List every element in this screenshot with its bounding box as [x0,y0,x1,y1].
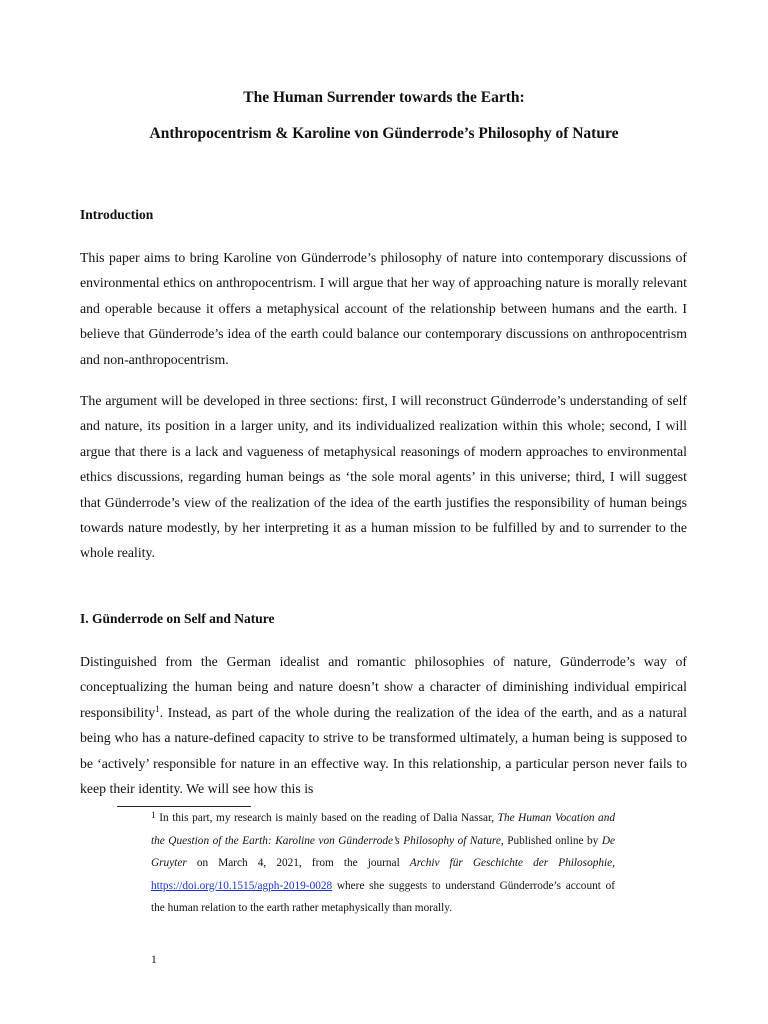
introduction-paragraph-1: This paper aims to bring Karoline von Günderrode’s philosophy of nature into contemporary discussions of environmental ethics on anthropocentrism. I will argue that her way of approaching nature is morally relevant and operable because it offers a metaphysical account of the relationship between humans and the earth. I believe that Günderrode’s idea of the earth could balance our contemporary discussions on anthropocentrism and non-anthropocentrism. [80,250,687,367]
footnote-reference[interactable]: 1 [155,703,160,714]
footnote-text-1: In this part, my research is mainly based on the reading of Dalia Nassar, [155,812,498,824]
footnote-publisher: De Gruyter [151,834,615,869]
section-1-heading: I. Günderrode on Self and Nature [80,611,275,626]
footnote-source-title: The Human Vocation and the Question of the Earth: Karoline von Günderrode’s Philosophy of Nature [151,812,615,847]
section-1-text-before-ref: Distinguished from the German idealist and romantic philosophies of nature, Günderrode’s way of conceptualizing the human being and nature doesn’t show a character of diminishing individual empirical responsibility [80,654,687,720]
footnote-text-3: on March 4, 2021, from the journal [186,857,410,869]
footnote-number: 1 [151,811,156,821]
footnote-1 [151,807,615,920]
introduction-paragraph-2: The argument will be developed in three sections: first, I will reconstruct Günderrode’s understanding of self and nature, its position in a larger unity, and its individualized realization within this whole; second, I will argue that there is a lack and vagueness of metaphysical reasonings of modern approaches to environmental ethics discussions, regarding human beings as ‘the sole moral agents’ in this universe; third, I will suggest that Günderrode’s view of the realization of the idea of the earth justifies the responsibility of human beings towards nature modestly, by her interpreting it as a human mission to be fulfilled by and to surrender to the whole reality. [80,393,687,561]
footnote-text-2: , Published online by [500,834,602,847]
section-1-text-after-ref: . Instead, as part of the whole during the realization of the idea of the earth, and as a natural being who has a nature-defined capacity to strive to be transformed ultimately, a human being is supposed to be ‘actively’ responsible for nature in an effective way. In this relationship, a particular person never fails to keep their identity. We will see how this is [80,704,687,797]
footnote-journal: Archiv für Geschichte der Philosophie, [409,857,615,869]
footnote-doi-link[interactable]: https://doi.org/10.1515/agph-2019-0028 [151,879,333,892]
paper-title-line-1: The Human Surrender towards the Earth: [243,89,525,106]
footnote-text-4: where she suggests to understand Günderrode’s account of the human relation to the earth rather metaphysically than morally. [151,879,615,914]
page-number: 1 [151,954,157,966]
section-1-paragraph-1 [80,649,687,801]
paper-title-line-2: Anthropocentrism & Karoline von Günderrode’s Philosophy of Nature [149,125,619,142]
introduction-heading: Introduction [80,207,154,222]
